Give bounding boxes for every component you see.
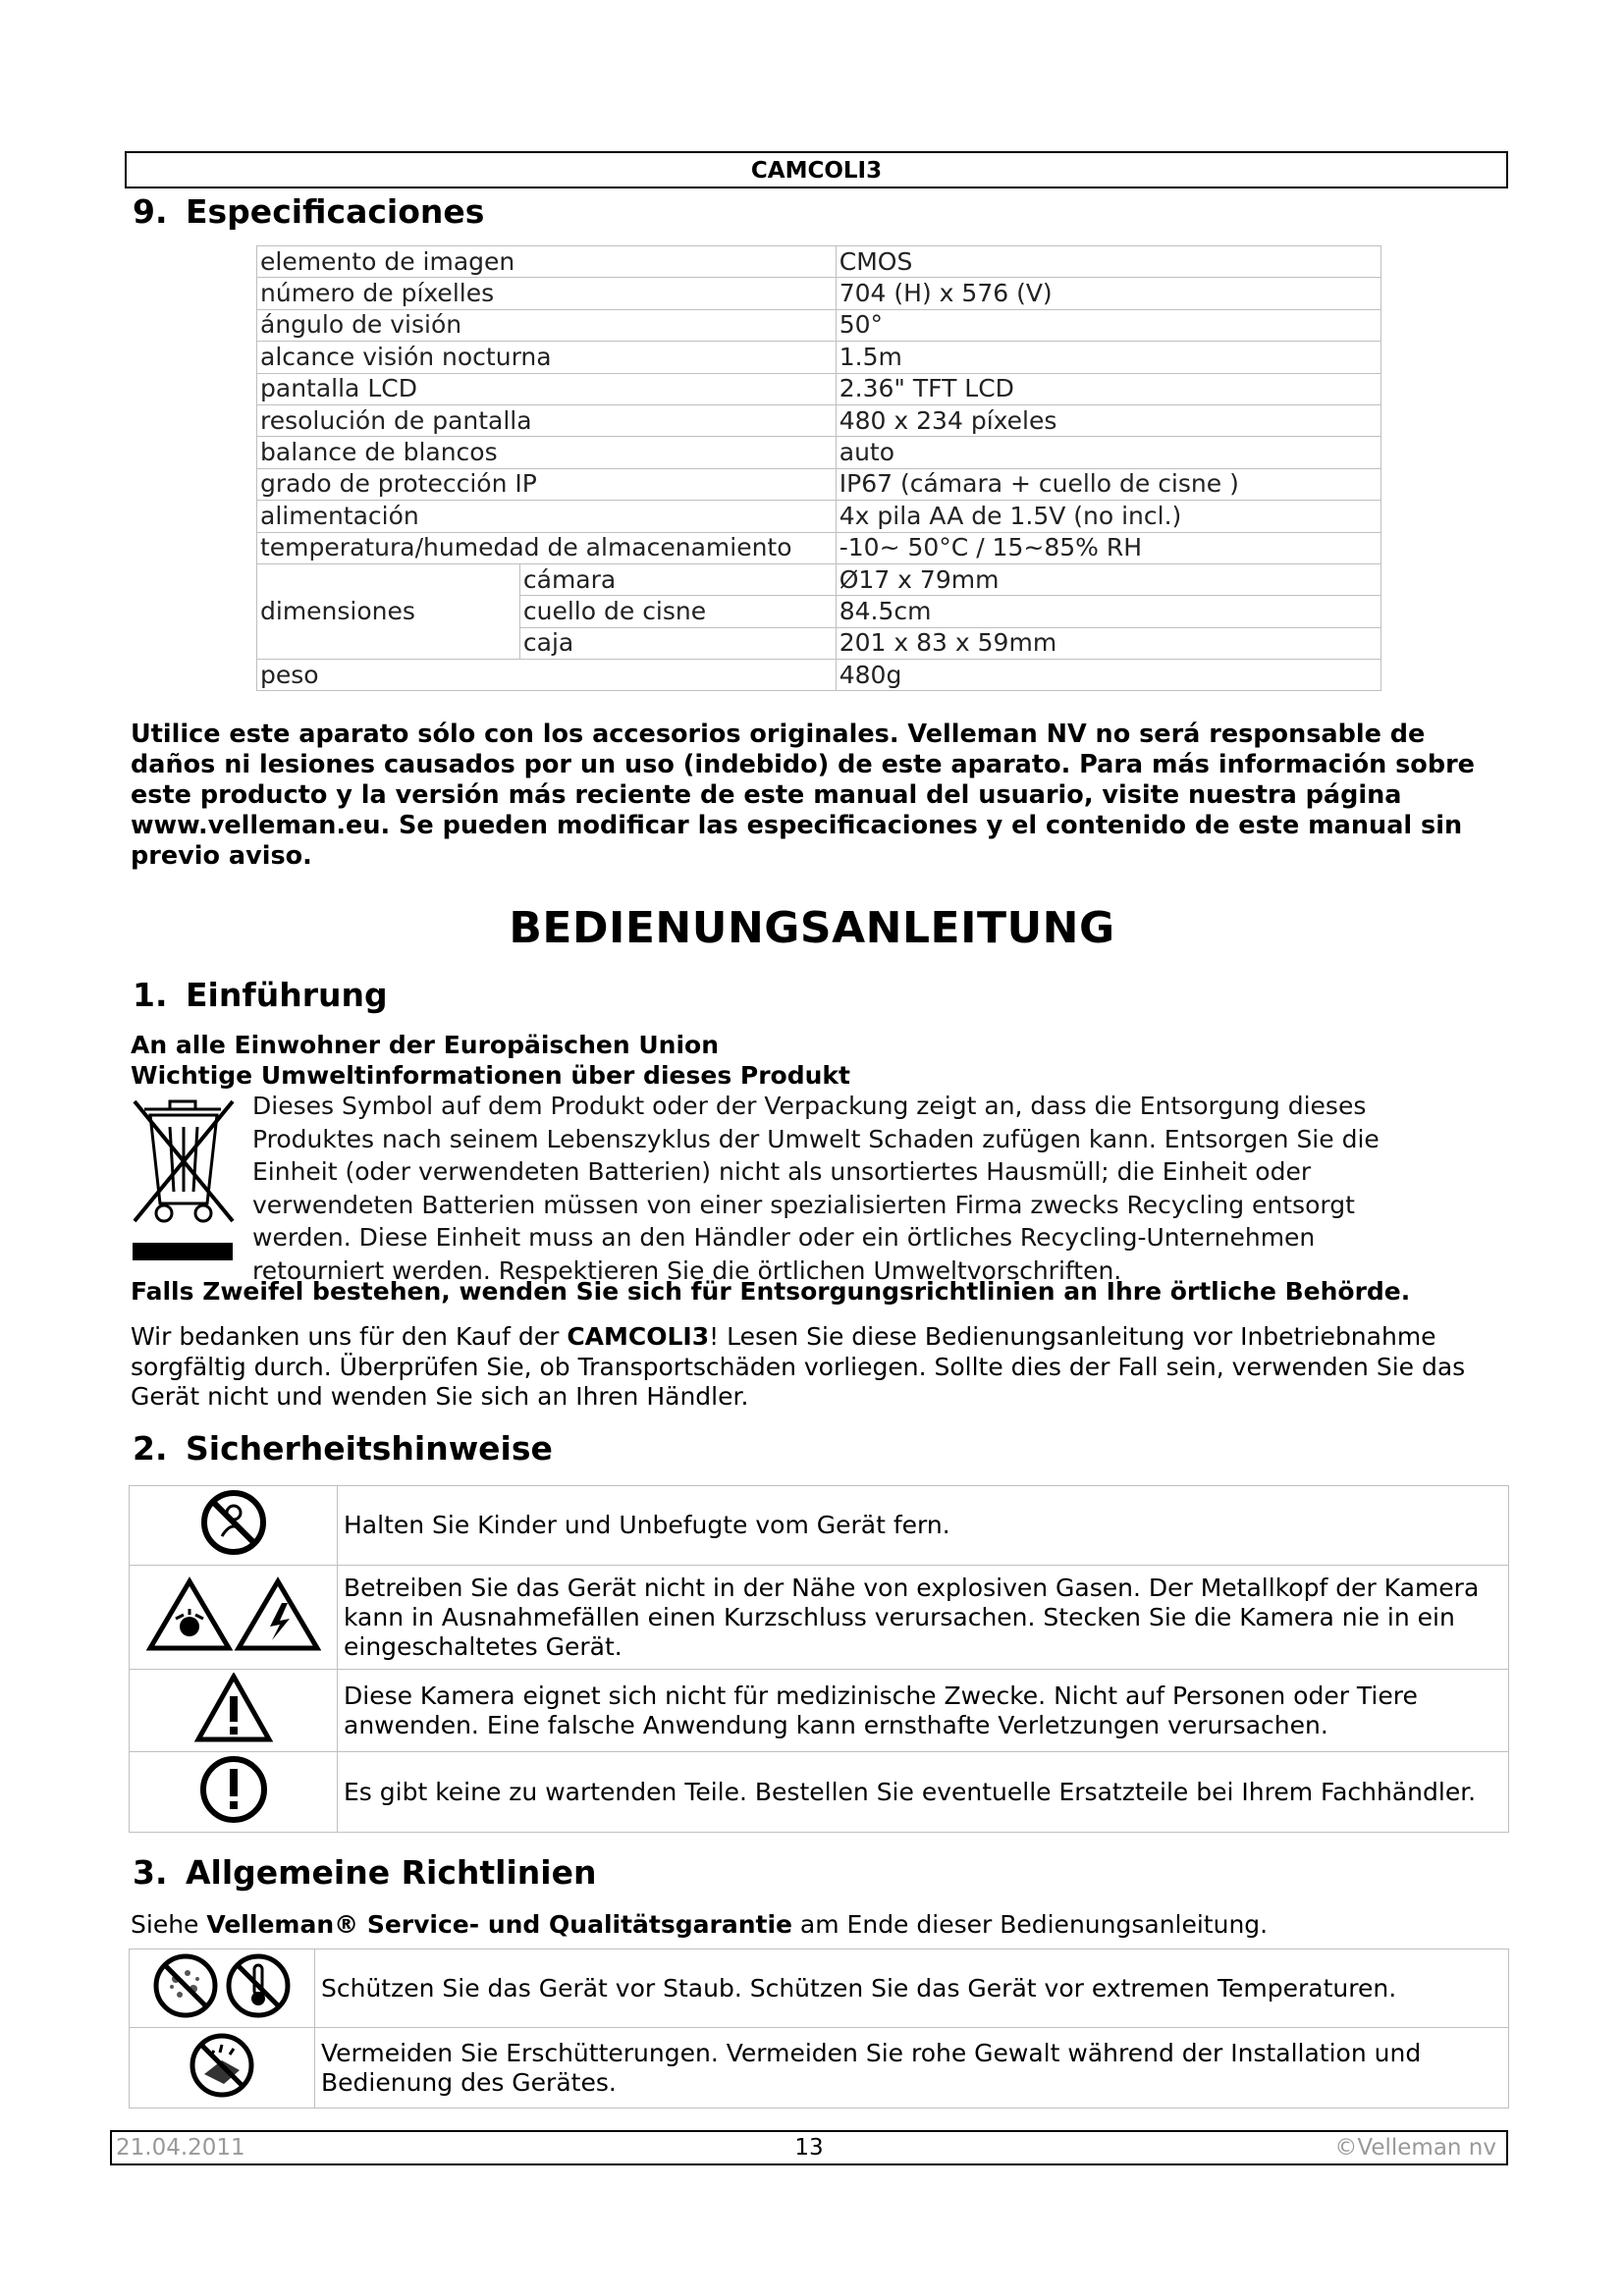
section-number: 1.	[133, 976, 168, 1014]
guidelines-intro	[131, 1909, 1505, 1940]
explosion-electric-warning-icon	[130, 1566, 338, 1670]
footer-date: 21.04.2011	[116, 2135, 245, 2161]
guidelines-intro-pre: Siehe	[131, 1910, 207, 1939]
section-title: Einführung	[186, 976, 388, 1014]
spec-value: 84.5cm	[836, 596, 1380, 627]
spec-value: CMOS	[836, 246, 1380, 278]
intro-section-heading	[133, 976, 388, 1014]
safety-row	[130, 1670, 1509, 1752]
document-footer	[110, 2130, 1508, 2165]
eu-line: An alle Einwohner der Europäischen Union	[131, 1031, 720, 1059]
weee-bin-icon	[131, 1097, 237, 1266]
section-title: Allgemeine Richtlinien	[186, 1853, 597, 1892]
keep-away-children-icon	[130, 1486, 338, 1566]
spec-value: 201 x 83 x 59mm	[836, 627, 1380, 659]
section-number: 3.	[133, 1853, 168, 1892]
spec-row	[257, 532, 1381, 563]
spec-row	[257, 563, 1381, 595]
safety-section-heading	[133, 1429, 553, 1468]
spec-row	[257, 246, 1381, 278]
safety-text: Diese Kamera eignet sich nicht für medizinische Zwecke. Nicht auf Personen oder Tiere anwenden. Eine falsche Anwendung kann ernsthafte Verletzungen verursachen.	[338, 1670, 1509, 1752]
spec-value: 704 (H) x 576 (V)	[836, 278, 1380, 309]
spec-section-heading	[133, 192, 484, 231]
guidelines-intro-bold: Velleman® Service- und Qualitätsgarantie	[206, 1910, 792, 1939]
guidelines-row	[130, 1949, 1509, 2028]
safety-text: Betreiben Sie das Gerät nicht in der Nähe von explosiven Gasen. Der Metallkopf der Kamera kann in Ausnahmefällen einen Kurzschluss verursachen. Stecken Sie die Kamera nie in ein eingeschaltetes Gerät.	[338, 1566, 1509, 1670]
spec-value: IP67 (cámara + cuello de cisne )	[836, 468, 1380, 500]
dust-temperature-icon	[130, 1949, 315, 2028]
spec-value: auto	[836, 437, 1380, 468]
spec-value: -10~ 50°C / 15~85% RH	[836, 532, 1380, 563]
guidelines-text: Vermeiden Sie Erschütterungen. Vermeiden Sie rohe Gewalt während der Installation und Bedienung des Gerätes.	[315, 2028, 1509, 2109]
thanks-paragraph	[131, 1322, 1486, 1413]
thanks-model: CAMCOLI3	[567, 1322, 710, 1351]
spec-row	[257, 404, 1381, 436]
spec-value: 4x pila AA de 1.5V (no incl.)	[836, 501, 1380, 532]
weee-text: Dieses Symbol auf dem Produkt oder der Verpackung zeigt an, dass die Entsorgung dieses Produktes nach seinem Lebenszyklus der Umwelt Schaden zufügen kann. Entsorgen Sie die Einheit (oder verwendeten Batterien) nicht als unsortiertes Hausmüll; die Einheit oder verwendeten Batterien müssen von einer spezialisierten Firma zwecks Recycling entsorgt werden. Diese Einheit muss an den Händler oder ein örtliches Recycling-Unternehmen retourniert werden. Respektieren Sie die örtlichen Umweltvorschriften.	[252, 1092, 1380, 1285]
thanks-pre: Wir bedanken uns für den Kauf der	[131, 1322, 568, 1351]
spec-notice: Utilice este aparato sólo con los accesorios originales. Velleman NV no será responsable de daños ni lesiones causados por un uso (indebido) de este aparato. Para más información sobre este producto y la versión más reciente de este manual del usuario, visite nuestra página www.velleman.eu. Se pueden modificar las especificaciones y el contenido de este manual sin previo aviso.	[131, 720, 1475, 871]
safety-text: Halten Sie Kinder und Unbefugte vom Gerät fern.	[338, 1486, 1509, 1566]
spec-sublabel: cuello de cisne	[519, 596, 836, 627]
guidelines-text: Schützen Sie das Gerät vor Staub. Schützen Sie das Gerät vor extremen Temperaturen.	[315, 1949, 1509, 2028]
safety-row	[130, 1566, 1509, 1670]
spec-label: resolución de pantalla	[257, 404, 837, 436]
safety-row	[130, 1486, 1509, 1566]
guidelines-table	[129, 1949, 1509, 2109]
guidelines-row	[130, 2028, 1509, 2109]
spec-label: pantalla LCD	[257, 373, 837, 404]
spec-label: balance de blancos	[257, 437, 837, 468]
doubt-line: Falls Zweifel bestehen, wenden Sie sich für Entsorgungsrichtlinien an Ihre örtliche Behörde.	[131, 1277, 1411, 1306]
thanks-post: ! Lesen Sie diese Bedienungsanleitung vor Inbetriebnahme sorgfältig durch. Überprüfen Sie, ob Transportschäden vorliegen. Sollte dies der Fall sein, verwenden Sie das Gerät nicht und wenden Sie sich an Ihren Händler.	[131, 1322, 1466, 1411]
spec-label: ángulo de visión	[257, 309, 837, 341]
section-number: 2.	[133, 1429, 168, 1468]
spec-sublabel: caja	[519, 627, 836, 659]
spec-row	[257, 342, 1381, 373]
spec-label: dimensiones	[257, 563, 520, 659]
no-shock-icon	[130, 2028, 315, 2109]
spec-value: Ø17 x 79mm	[836, 563, 1380, 595]
spec-value: 1.5m	[836, 342, 1380, 373]
attention-icon	[130, 1752, 338, 1833]
document-header	[125, 151, 1508, 188]
header-model: CAMCOLI3	[750, 158, 883, 184]
spec-label: alimentación	[257, 501, 837, 532]
spec-value: 50°	[836, 309, 1380, 341]
spec-row	[257, 278, 1381, 309]
spec-label: número de píxelles	[257, 278, 837, 309]
spec-row	[257, 309, 1381, 341]
spec-label: alcance visión nocturna	[257, 342, 837, 373]
spec-label: grado de protección IP	[257, 468, 837, 500]
spec-sublabel: cámara	[519, 563, 836, 595]
safety-table	[129, 1485, 1509, 1833]
spec-label: peso	[257, 660, 837, 691]
footer-copyright: ©Velleman nv	[1334, 2135, 1496, 2161]
safety-text: Es gibt keine zu wartenden Teile. Bestellen Sie eventuelle Ersatzteile bei Ihrem Fachhändler.	[338, 1752, 1509, 1833]
spec-table	[256, 245, 1381, 691]
manual-title: BEDIENUNGSANLEITUNG	[509, 903, 1115, 953]
spec-value: 480g	[836, 660, 1380, 691]
spec-row	[257, 437, 1381, 468]
guidelines-section-heading	[133, 1853, 596, 1892]
spec-row	[257, 501, 1381, 532]
general-warning-icon	[130, 1670, 338, 1752]
section-title: Sicherheitshinweise	[186, 1429, 553, 1468]
spec-row	[257, 660, 1381, 691]
env-line: Wichtige Umweltinformationen über dieses Produkt	[131, 1061, 850, 1090]
safety-row	[130, 1752, 1509, 1833]
spec-label: temperatura/humedad de almacenamiento	[257, 532, 837, 563]
spec-value: 480 x 234 píxeles	[836, 404, 1380, 436]
section-number: 9.	[133, 192, 168, 231]
spec-value: 2.36" TFT LCD	[836, 373, 1380, 404]
spec-row	[257, 468, 1381, 500]
footer-page-number: 13	[794, 2135, 824, 2161]
guidelines-intro-post: am Ende dieser Bedienungsanleitung.	[791, 1910, 1269, 1939]
spec-label: elemento de imagen	[257, 246, 837, 278]
section-title: Especificaciones	[186, 192, 485, 231]
spec-row	[257, 373, 1381, 404]
